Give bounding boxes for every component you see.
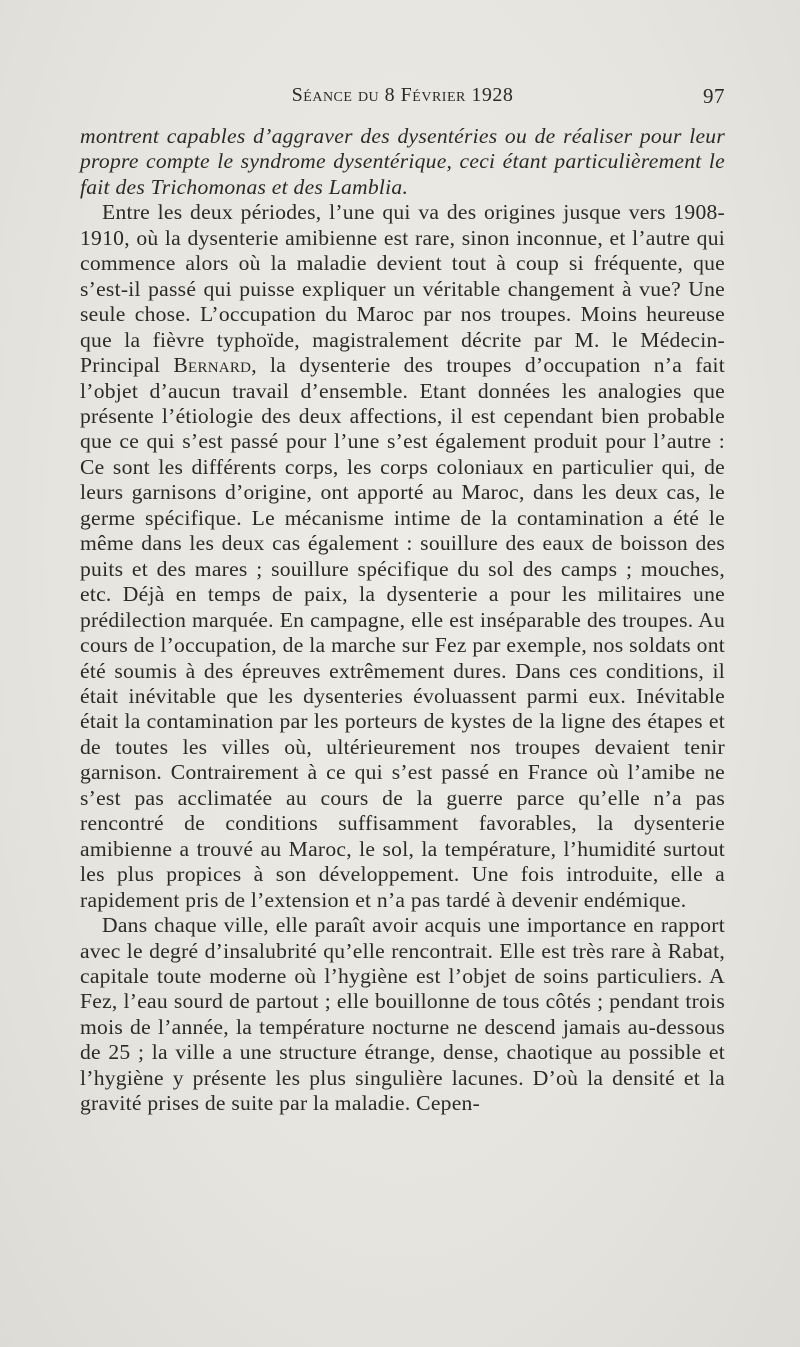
italic-continuation-text: montrent capables d’aggraver des dysentéries ou de réaliser pour leur propre compte le syndrome dysentérique, ceci étant particulièrement le fait des Trichomonas et des Lamblia. xyxy=(80,124,725,199)
author-name: Bernard xyxy=(173,353,252,378)
paragraph-continuation xyxy=(80,124,725,200)
paragraph-text: Dans chaque ville, elle paraît avoir acquis une importance en rapport avec le degré d’insalubrité qu’elle rencontrait. Elle est très rare à Rabat, capitale toute moderne où l’hygiène est l’objet de soins particuliers. A Fez, l’eau sourd de partout ; elle bouillonne de tous côtés ; pendant trois mois de l’année, la température nocturne ne descend jamais au-dessous de 25 ; la ville a une structure étrange, dense, chaotique au possible et l’hygiène y présente les plus singulière lacunes. D’où la densité et la gravité prises de suite par la maladie. Cepen- xyxy=(80,913,725,1116)
running-head xyxy=(80,84,725,114)
running-title: Séance du 8 Février 1928 xyxy=(291,84,514,106)
paragraph xyxy=(80,913,725,1117)
page-number: 97 xyxy=(703,84,725,108)
body-text xyxy=(80,124,725,1117)
paragraph-text-part: , la dysenterie des troupes d’occupation n’a fait l’objet d’aucun travail d’ensemble. Etant données les analogies que présente l’étiologie des deux affections, il est cependant bien probable que ce qui s’est passé pour l’une s’est également produit pour l’autre : Ce sont les différents corps, les corps coloniaux en particulier qui, de leurs garnisons d’origine, ont apporté au Maroc, dans les deux cas, le germe spécifique. Le mécanisme intime de la contamination a été le même dans les deux cas également : souillure des eaux de boisson des puits et des mares ; souillure spécifique du sol des camps ; mouches, etc. Déjà en temps de paix, la dysenterie a pour les militaires une prédilection marquée. En campagne, elle est inséparable des troupes. Au cours de l’occupation, de la marche sur Fez par exemple, nos soldats ont été soumis à des épreuves extrêmement dures. Dans ces conditions, il était inévitable que les dysenteries évoluassent parmi eux. Inévitable était la contamination par les porteurs de kystes de la ligne des étapes et de toutes les villes où, ultérieurement nos troupes devaient tenir garnison. Contrairement à ce qui s’est passé en France où l’amibe ne s’est pas acclimatée au cours de la guerre parce qu’elle n’a pas rencontré de conditions suffisamment favorables, la dysenterie amibienne a trouvé au Maroc, le sol, la température, l’humidité surtout les plus propices à son développement. Une fois introduite, elle a rapidement pris de l’extension et n’a pas tardé à devenir endémique. xyxy=(80,353,725,912)
paragraph-text-part: Entre les deux périodes, l’une qui va des origines jusque vers 1908-1910, où la dysenterie amibienne est rare, sinon inconnue, et l’autre qui commence alors où la maladie devient tout à coup si fréquente, que s’est-il passé qui puisse expliquer un véritable changement à vue? Une seule chose. L’occupation du Maroc par nos troupes. Moins heureuse que la fièvre typhoïde, magistralement décrite par M. le Médecin-Principal xyxy=(80,200,725,378)
paragraph xyxy=(80,200,725,913)
